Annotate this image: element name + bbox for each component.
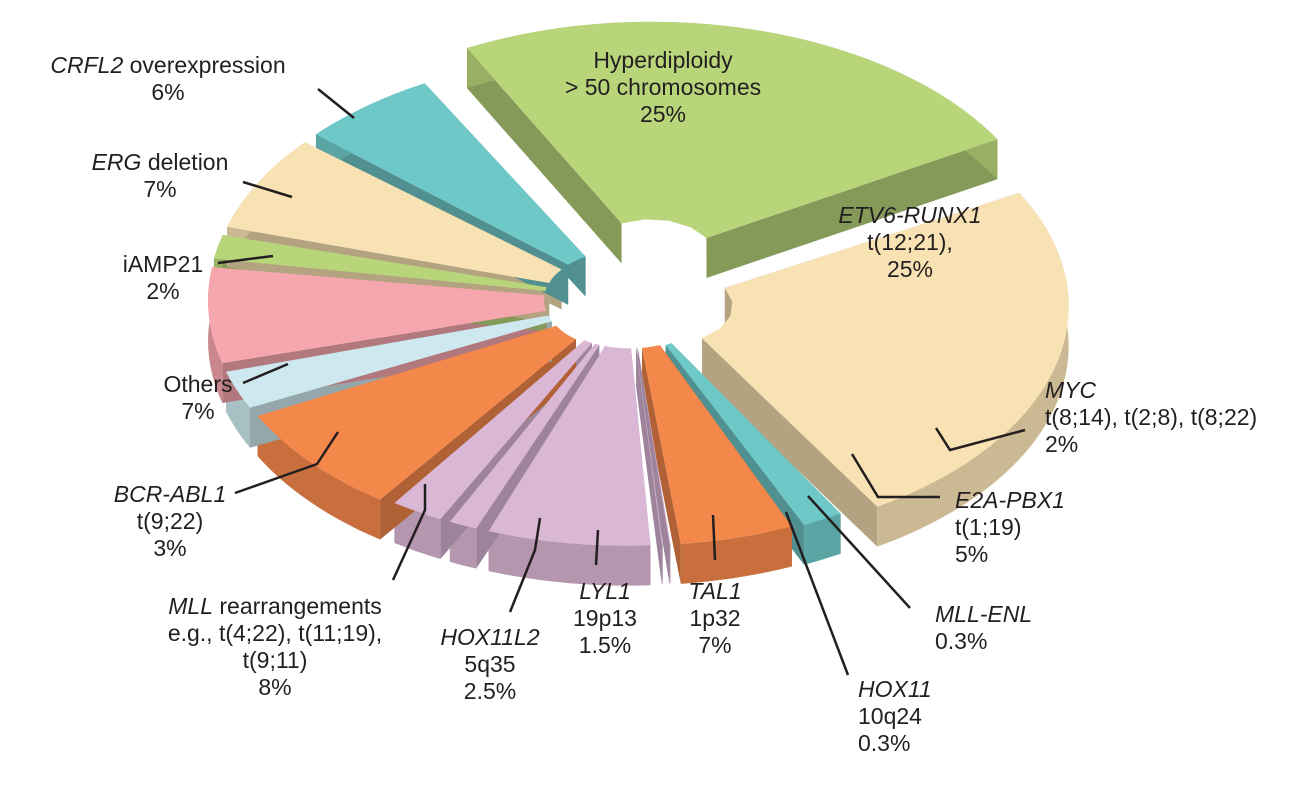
slice-label-line: ETV6-RUNX1 xyxy=(838,202,982,228)
slice-label-line: 10q24 xyxy=(858,703,922,729)
slice-side-hox11 xyxy=(662,544,663,584)
slice-label-line: 2% xyxy=(146,278,180,304)
slice-label-line: 6% xyxy=(151,79,185,105)
slice-label-tal1 xyxy=(688,578,741,658)
slice-label-line: 25% xyxy=(886,256,934,282)
slice-label-line: 19p13 xyxy=(573,605,637,631)
slice-label-line: CRFL2 overexpression xyxy=(50,52,286,78)
slice-label-line: 3% xyxy=(153,535,187,561)
slice-label-line: HOX11 xyxy=(858,676,932,702)
slice-label-line: TAL1 xyxy=(688,578,742,604)
slice-label-line: 5% xyxy=(955,541,989,567)
slice-label-erg xyxy=(92,149,229,202)
leader-line-crfl2 xyxy=(318,89,354,118)
slice-label-bcr xyxy=(114,481,226,561)
slice-label-line: HOX11L2 xyxy=(440,624,540,650)
slice-label-line: E2A-PBX1 xyxy=(955,487,1065,513)
slice-label-line: 2.5% xyxy=(463,678,517,704)
slice-label-line: 0.3% xyxy=(858,730,911,756)
slice-label-line: iAMP21 xyxy=(122,251,204,277)
slice-label-line: MYC xyxy=(1045,377,1097,403)
slice-label-crfl2 xyxy=(50,52,285,105)
slice-label-line: Hyperdiploidy xyxy=(593,47,733,73)
slice-label-line: MLL-ENL xyxy=(935,601,1033,627)
slice-label-line: LYL1 xyxy=(579,578,631,604)
slice-label-line: > 50 chromosomes xyxy=(564,74,762,100)
slice-label-line: 5q35 xyxy=(464,651,516,677)
slice-label-line: ERG deletion xyxy=(91,149,229,175)
slice-label-mllenl xyxy=(935,601,1032,654)
slice-label-line: t(9;11) xyxy=(242,647,308,673)
slice-label-line: 8% xyxy=(258,674,292,700)
slice-label-line: e.g., t(4;22), t(11;19), xyxy=(167,620,383,646)
slice-label-myc xyxy=(1045,377,1257,457)
slice-label-line: t(9;22) xyxy=(136,508,204,534)
slice-label-line: 1.5% xyxy=(578,632,632,658)
slice-tops xyxy=(208,22,1069,546)
slice-side-mllenl xyxy=(669,543,670,583)
slice-label-line: Others xyxy=(163,371,233,397)
slice-label-mll xyxy=(168,593,382,700)
slice-label-iamp21 xyxy=(123,251,204,304)
slice-label-lyl1 xyxy=(573,578,637,658)
slice-label-line: 7% xyxy=(181,398,215,424)
slice-label-line: 1p32 xyxy=(689,605,741,631)
slice-label-line: MLL rearrangements xyxy=(168,593,382,619)
slice-label-line: 0.3% xyxy=(935,628,988,654)
slice-label-line: t(1;19) xyxy=(955,514,1022,540)
slice-label-line: t(12;21), xyxy=(867,229,953,255)
slice-label-line: 7% xyxy=(143,176,177,202)
slice-label-hox11l2 xyxy=(440,624,540,704)
slice-label-line: 7% xyxy=(698,632,732,658)
slice-label-line: BCR-ABL1 xyxy=(113,481,227,507)
slice-label-line: 25% xyxy=(639,101,687,127)
slice-label-hox11 xyxy=(858,676,932,756)
slice-label-line: t(8;14), t(2;8), t(8;22) xyxy=(1045,404,1258,430)
slice-label-e2a xyxy=(955,487,1065,567)
slice-label-line: 2% xyxy=(1045,431,1079,457)
